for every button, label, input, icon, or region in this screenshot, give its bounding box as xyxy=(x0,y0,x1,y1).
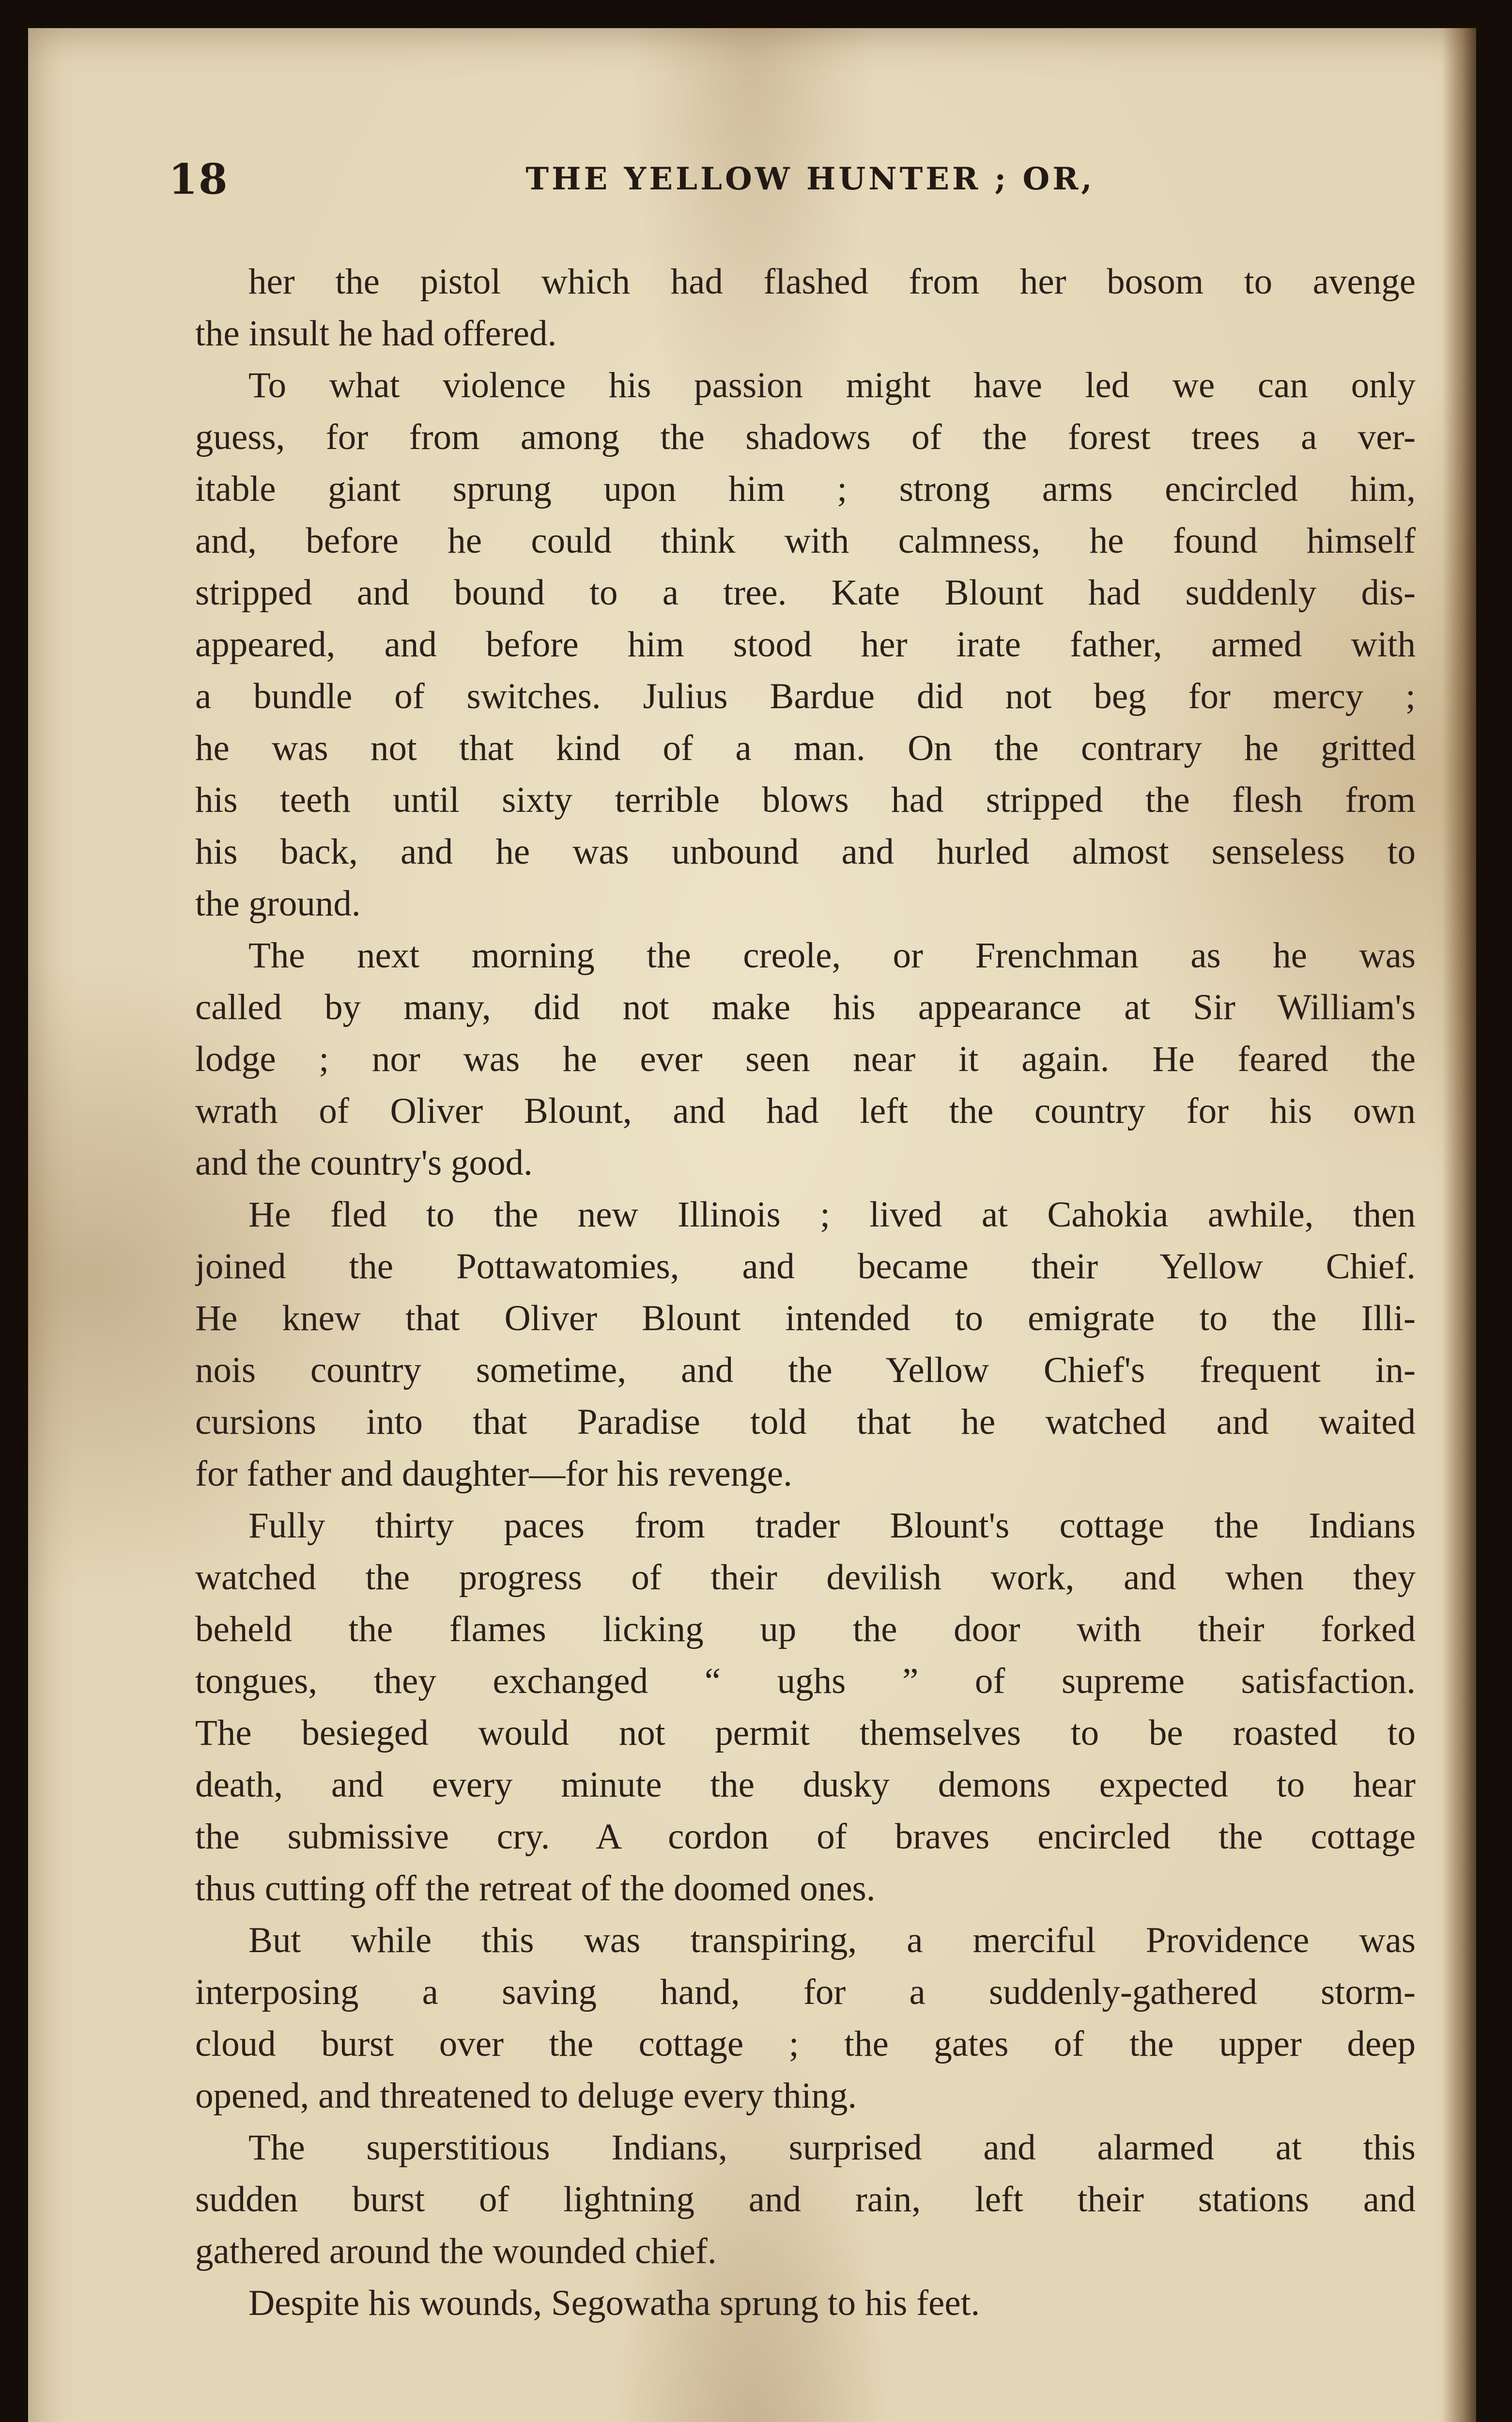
text-line: beheld the flames licking up the door with their forked xyxy=(195,1609,1416,1649)
text-line: wrath of Oliver Blount, and had left the country for his own xyxy=(195,1091,1416,1131)
paragraph xyxy=(195,1500,1416,1914)
text-line: and, before he could think with calmness, he found himself xyxy=(195,521,1416,561)
paragraph xyxy=(195,2122,1416,2277)
text-line: opened, and threatened to deluge every thing. xyxy=(195,2076,857,2116)
text-line: his teeth until sixty terrible blows had stripped the flesh from xyxy=(195,780,1416,820)
text-line: for father and daughter—for his revenge. xyxy=(195,1454,792,1494)
text-line: death, and every minute the dusky demons expected to hear xyxy=(195,1765,1416,1805)
running-head xyxy=(169,150,1413,223)
text-line: cloud burst over the cottage ; the gates of the upper deep xyxy=(195,2024,1416,2064)
text-line: the ground. xyxy=(195,884,361,924)
text-line: watched the progress of their devilish work, and when they xyxy=(195,1557,1416,1598)
paragraph xyxy=(195,1914,1416,2122)
text-line: nois country sometime, and the Yellow Chief's frequent in- xyxy=(195,1350,1416,1390)
text-line: He fled to the new Illinois ; lived at Cahokia awhile, then xyxy=(248,1195,1416,1235)
body-text xyxy=(195,256,1416,2329)
text-line: her the pistol which had flashed from her bosom to avenge xyxy=(248,262,1416,302)
text-line: appeared, and before him stood her irate father, armed with xyxy=(195,624,1416,665)
text-line: interposing a saving hand, for a suddenly-gathered storm- xyxy=(195,1972,1416,2012)
text-line: the submissive cry. A cordon of braves encircled the cottage xyxy=(195,1816,1416,1857)
paragraph xyxy=(195,256,1416,359)
paragraph xyxy=(195,930,1416,1189)
page-spine-edge xyxy=(1442,28,1476,2422)
text-line: Fully thirty paces from trader Blount's cottage the Indians xyxy=(248,1506,1416,1546)
text-line: Despite his wounds, Segowatha sprung to his feet. xyxy=(248,2283,980,2323)
page-number: 18 xyxy=(169,155,229,204)
text-line: But while this was transpiring, a merciful Providence was xyxy=(248,1920,1416,1960)
text-line: joined the Pottawatomies, and became their Yellow Chief. xyxy=(195,1246,1416,1287)
text-line: guess, for from among the shadows of the forest trees a ver- xyxy=(195,417,1416,457)
text-line: itable giant sprung upon him ; strong arms encircled him, xyxy=(195,469,1416,509)
text-line: The besieged would not permit themselves to be roasted to xyxy=(195,1713,1416,1753)
text-line: He knew that Oliver Blount intended to emigrate to the Illi- xyxy=(195,1298,1416,1338)
text-line: tongues, they exchanged “ ughs ” of supreme satisfaction. xyxy=(195,1661,1416,1701)
paragraph xyxy=(195,2277,1416,2329)
book-page xyxy=(28,28,1476,2422)
text-line: and the country's good. xyxy=(195,1143,533,1183)
text-line: gathered around the wounded chief. xyxy=(195,2231,717,2271)
text-line: The superstitious Indians, surprised and alarmed at this xyxy=(248,2127,1416,2168)
text-line: thus cutting off the retreat of the doomed ones. xyxy=(195,1868,876,1909)
text-line: stripped and bound to a tree. Kate Blount had suddenly dis- xyxy=(195,573,1416,613)
text-line: called by many, did not make his appearance at Sir William's xyxy=(195,987,1416,1027)
paragraph xyxy=(195,359,1416,930)
text-line: he was not that kind of a man. On the contrary he gritted xyxy=(195,728,1416,768)
text-line: To what violence his passion might have led we can only xyxy=(248,365,1416,405)
text-line: lodge ; nor was he ever seen near it again. He feared the xyxy=(195,1039,1416,1079)
text-line: a bundle of switches. Julius Bardue did not beg for mercy ; xyxy=(195,676,1416,716)
paragraph xyxy=(195,1189,1416,1500)
text-line: sudden burst of lightning and rain, left their stations and xyxy=(195,2179,1416,2220)
running-title: THE YELLOW HUNTER ; OR, xyxy=(525,161,1095,197)
text-line: cursions into that Paradise told that he watched and waited xyxy=(195,1402,1416,1442)
text-line: the insult he had offered. xyxy=(195,313,557,354)
text-line: The next morning the creole, or Frenchman as he was xyxy=(248,935,1416,976)
text-line: his back, and he was unbound and hurled almost senseless to xyxy=(195,832,1416,872)
